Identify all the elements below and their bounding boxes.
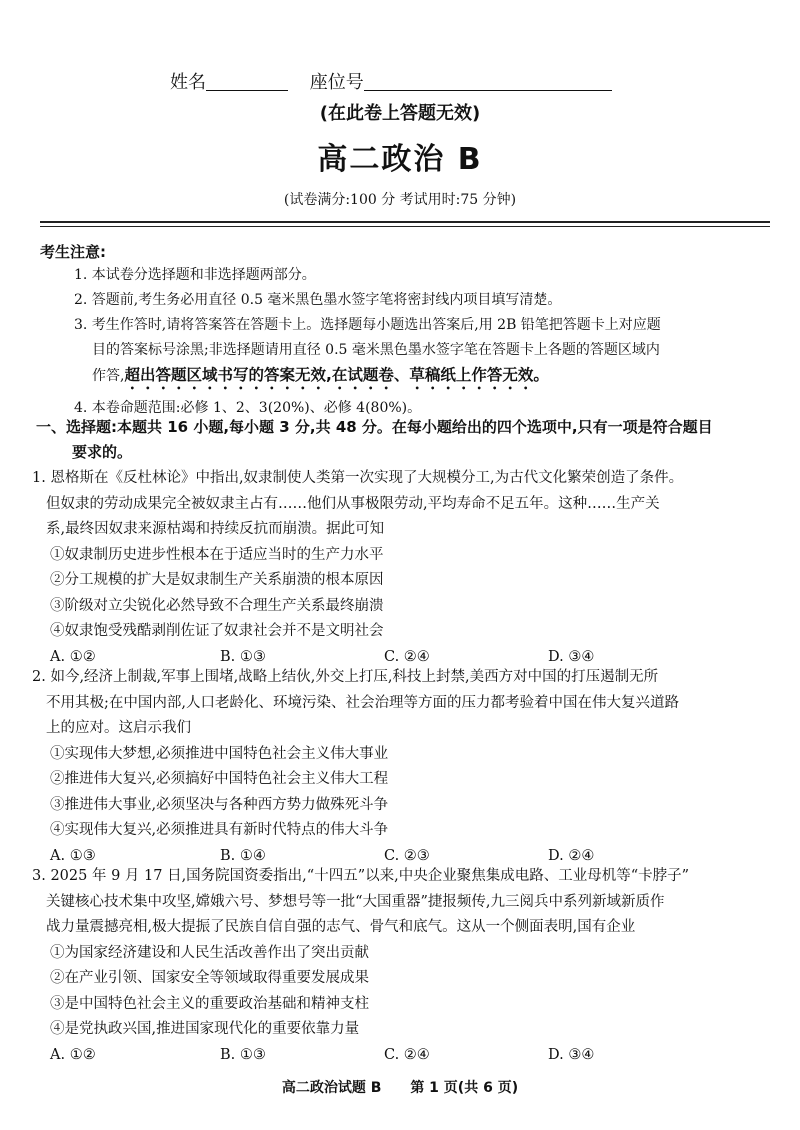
name-blank: [206, 72, 288, 91]
notice-item-1: 1. 本试卷分选择题和非选择题两部分。: [74, 267, 316, 283]
question-option: ①奴隶制历史进步性根本在于适应当时的生产力水平: [50, 546, 384, 563]
seat-blank: [364, 72, 612, 91]
choice-d: D. ③④: [548, 1046, 595, 1063]
question-option: ③是中国特色社会主义的重要政治基础和精神支柱: [50, 995, 369, 1012]
section-heading: [36, 415, 776, 465]
choice-a: A. ①②: [50, 648, 96, 665]
choice-b: B. ①④: [220, 847, 266, 864]
question-stem-line: 3. 2025 年 9 月 17 日,国务院国资委指出,“十四五”以来,中央企业聚焦集成电路、工业母机等“卡脖子”: [32, 868, 690, 884]
question-stem-line: 战力量震撼亮相,极大提振了民族自信自强的志气、骨气和底气。这从一个侧面表明,国有企业: [46, 919, 636, 935]
notice-item-2: 2. 答题前,考生务必用直径 0.5 毫米黑色墨水签字笔将密封线内项目填写清楚。: [74, 292, 562, 308]
question-option: ③推进伟大事业,必须坚决与各种西方势力做殊死斗争: [50, 796, 389, 813]
choice-c: C. ②③: [384, 847, 430, 864]
question-stem-line: 上的应对。这启示我们: [46, 720, 191, 736]
question-3: [32, 864, 777, 1068]
exam-subtitle: (试卷满分:100 分 考试用时:75 分钟): [283, 192, 517, 208]
choice-a: A. ①②: [50, 1046, 96, 1063]
student-info-line: [170, 68, 640, 94]
question-stem-line: 2. 如今,经济上制裁,军事上围堵,战略上结伙,外交上打压,科技上封禁,美西方对中国的打压遏制无所: [32, 669, 659, 685]
section-heading-line1: 一、选择题:本题共 16 小题,每小题 3 分,共 48 分。在每小题给出的四个选项中,只有一项是符合题目: [36, 418, 713, 436]
question-option: ②分工规模的扩大是奴隶制生产关系崩溃的根本原因: [50, 572, 384, 588]
choice-d: D. ③④: [548, 648, 595, 665]
question-option: ③阶级对立尖锐化必然导致不合理生产关系最终崩溃: [50, 597, 384, 614]
question-option: ①为国家经济建设和人民生活改善作出了突出贡献: [50, 944, 369, 961]
footer-page-number: 第 1 页(共 6 页): [410, 1080, 519, 1096]
notice-item-3: 3. 考生作答时,请将答案答在答题卡上。选择题每小题选出答案后,用 2B 铅笔把答题卡上对应题: [74, 317, 661, 333]
choice-a: A. ①③: [50, 847, 96, 864]
notice-item-3-cont2: [40, 363, 780, 393]
choice-b: B. ①③: [220, 1046, 266, 1063]
notice-item-3-emphasis: 超出答题区域书写的答案无效,在试题卷、草稿纸上作答无效。: [124, 366, 549, 384]
answer-choices: [32, 1043, 777, 1068]
question-stem-line: 但奴隶的劳动成果完全被奴隶主占有……他们从事极限劳动,平均寿命不足五年。这种……生产关: [46, 495, 660, 512]
question-stem-line: 系,最终因奴隶来源枯竭和持续反抗而崩溃。据此可知: [46, 521, 385, 537]
question-option: ④实现伟大复兴,必须推进具有新时代特点的伟大斗争: [50, 822, 389, 838]
page-title: 高二政治 B: [317, 142, 483, 177]
notice-item-3-plain: 作答,: [92, 368, 125, 384]
question-option: ④奴隶饱受残酷剥削佐证了奴隶社会并不是文明社会: [50, 623, 384, 639]
notice-heading: 考生注意:: [40, 243, 106, 261]
question-option: ②在产业引领、国家安全等领域取得重要发展成果: [50, 970, 369, 986]
choice-b: B. ①③: [220, 648, 266, 665]
question-option: ④是党执政兴国,推进国家现代化的重要依靠力量: [50, 1021, 360, 1037]
question-stem-line: 不用其极;在中国内部,人口老龄化、环境污染、社会治理等方面的压力都考验着中国在伟大复兴道路: [46, 694, 679, 711]
section-heading-line2: 要求的。: [72, 443, 133, 461]
question-1: [32, 466, 777, 670]
question-stem-line: 1. 恩格斯在《反杜林论》中指出,奴隶制使人类第一次实现了大规模分工,为古代文化繁荣创造了条件。: [32, 470, 684, 486]
choice-d: D. ②④: [548, 847, 595, 864]
notice-item-4: 4. 本卷命题范围:必修 1、2、3(20%)、必修 4(80%)。: [74, 400, 422, 416]
page-footer: [0, 1077, 800, 1097]
footer-exam-name: 高二政治试题 B: [281, 1080, 382, 1096]
choice-c: C. ②④: [384, 1046, 430, 1063]
header-rule-thick: [40, 221, 770, 223]
invalid-answer-note: (在此卷上答题无效): [319, 103, 481, 124]
seat-label: 座位号: [309, 72, 364, 93]
question-stem-line: 关键核心技术集中攻坚,嫦娥六号、梦想号等一批“大国重器”捷报频传,九三阅兵中系列新域新质作: [46, 893, 665, 910]
choice-c: C. ②④: [384, 648, 430, 665]
name-label: 姓名: [170, 72, 206, 93]
question-2: [32, 665, 777, 869]
notice-list: [40, 263, 780, 421]
question-option: ①实现伟大梦想,必须推进中国特色社会主义伟大事业: [50, 745, 389, 762]
notice-item-3-cont: 目的答案标号涂黑;非选择题请用直径 0.5 毫米黑色墨水签字笔在答题卡上各题的答题区域内: [92, 342, 660, 358]
question-option: ②推进伟大复兴,必须搞好中国特色社会主义伟大工程: [50, 771, 389, 787]
header-rule-thin: [40, 226, 770, 227]
